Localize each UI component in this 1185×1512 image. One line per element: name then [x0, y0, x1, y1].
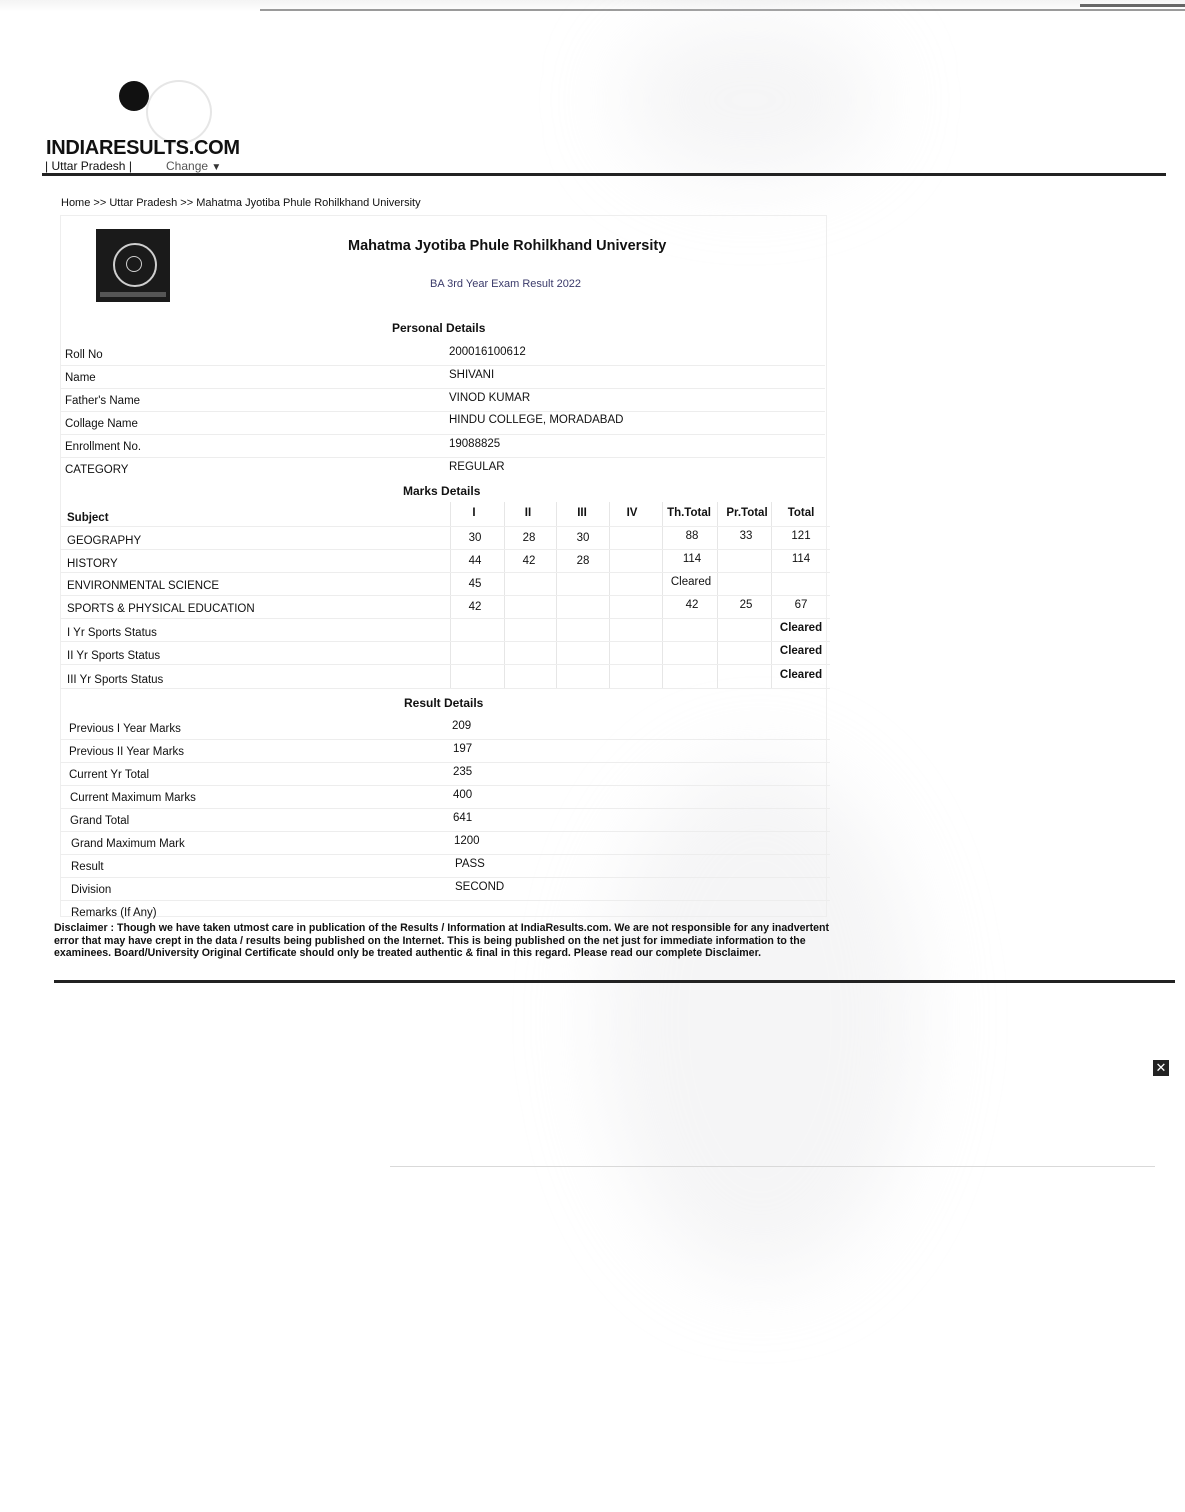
marks-cell: Cleared	[670, 576, 712, 588]
breadcrumb	[61, 197, 421, 209]
college-name-label: Collage Name	[65, 418, 138, 430]
header-divider	[42, 173, 1166, 176]
result-label: Previous II Year Marks	[69, 746, 185, 758]
subject-name: GEOGRAPHY	[67, 535, 142, 547]
subject-name: I Yr Sports Status	[67, 627, 157, 639]
breadcrumb-current: Mahatma Jyotiba Phule Rohilkhand University	[196, 197, 421, 209]
result-label: Current Yr Total	[69, 769, 150, 781]
result-label: Result	[71, 861, 104, 873]
close-icon[interactable]: ✕	[1153, 1060, 1169, 1076]
result-value: SECOND	[455, 881, 505, 893]
breadcrumb-separator: >>	[180, 197, 194, 209]
name-value: SHIVANI	[449, 369, 495, 381]
marks-cell: 67	[794, 599, 808, 611]
marks-cell: 114	[791, 553, 811, 565]
site-logo-icon	[119, 81, 149, 111]
marks-cell: 121	[791, 530, 811, 542]
result-label: Grand Total	[70, 815, 130, 827]
marks-cell: 44	[468, 555, 482, 567]
result-value: PASS	[455, 858, 485, 870]
marks-cell: 42	[522, 555, 536, 567]
result-label: Current Maximum Marks	[70, 792, 196, 804]
column-header: III	[577, 507, 587, 519]
result-value: 197	[453, 743, 473, 755]
column-header: IV	[626, 507, 638, 519]
marks-cell: Cleared	[779, 622, 823, 634]
result-value: 209	[452, 720, 472, 732]
marks-cell: Cleared	[779, 669, 823, 681]
footer-divider	[54, 980, 1175, 983]
result-label: Division	[71, 884, 112, 896]
site-logo-ring	[146, 80, 212, 144]
scan-edge-line	[1080, 4, 1185, 7]
university-name: Mahatma Jyotiba Phule Rohilkhand University	[348, 238, 667, 254]
roll-no-value: 200016100612	[449, 346, 526, 358]
result-value: 235	[453, 766, 473, 778]
marks-cell: 42	[685, 599, 699, 611]
marks-cell: 45	[468, 578, 482, 590]
marks-cell: 30	[468, 532, 482, 544]
category-value: REGULAR	[449, 461, 505, 473]
column-header: Th.Total	[667, 507, 711, 519]
marks-cell: 42	[468, 601, 482, 613]
father-name-label: Father's Name	[65, 395, 141, 407]
marks-details-heading: Marks Details	[403, 484, 481, 498]
region-label: | Uttar Pradesh |	[45, 159, 132, 173]
result-label: Previous I Year Marks	[69, 723, 181, 735]
column-header: II	[524, 507, 532, 519]
column-header: Pr.Total	[726, 507, 768, 519]
marks-cell: 28	[522, 532, 536, 544]
result-details-heading: Result Details	[404, 696, 484, 710]
result-value: 641	[453, 812, 473, 824]
roll-no-label: Roll No	[65, 349, 103, 361]
column-header: Subject	[67, 512, 109, 524]
result-label: Grand Maximum Mark	[71, 838, 185, 850]
subject-name: SPORTS & PHYSICAL EDUCATION	[67, 603, 255, 615]
scan-smudge	[620, 20, 880, 180]
disclaimer-text: Disclaimer : Though we have taken utmost care in publication of the Results / Information at IndiaResults.com. We are not responsible for any inadvertent error that may have crept in the data / results being published on the Internet. This is being published on the net just for immediate information to the examinees. Board/University Original Certificate should only be treated authentic & final in this regard. Please read our complete Disclaimer.	[54, 922, 830, 960]
result-label: Remarks (If Any)	[71, 907, 157, 919]
name-label: Name	[65, 372, 96, 384]
result-value: 400	[453, 789, 473, 801]
category-label: CATEGORY	[65, 464, 129, 476]
marks-cell: 30	[576, 532, 590, 544]
site-logo[interactable]: INDIARESULTS.COM	[46, 137, 240, 159]
breadcrumb-state-link[interactable]: Uttar Pradesh	[109, 197, 178, 209]
result-value: 1200	[454, 835, 480, 847]
breadcrumb-separator: >>	[93, 197, 107, 209]
column-header: I	[472, 507, 476, 519]
university-emblem-icon	[96, 229, 170, 302]
enrollment-label: Enrollment No.	[65, 441, 142, 453]
subject-name: HISTORY	[67, 558, 118, 570]
exam-title: BA 3rd Year Exam Result 2022	[430, 278, 582, 290]
college-name-value: HINDU COLLEGE, MORADABAD	[449, 414, 624, 426]
change-region-button[interactable]	[166, 159, 221, 173]
scan-edge-line	[260, 9, 1185, 11]
change-label: Change	[166, 159, 209, 173]
father-name-value: VINOD KUMAR	[449, 392, 531, 404]
marks-cell: 25	[739, 599, 753, 611]
enrollment-value: 19088825	[449, 438, 501, 450]
marks-cell: 28	[576, 555, 590, 567]
subject-name: II Yr Sports Status	[67, 650, 161, 662]
column-header: Total	[787, 507, 815, 519]
personal-details-heading: Personal Details	[392, 321, 486, 335]
marks-cell: 33	[739, 530, 753, 542]
subject-name: ENVIRONMENTAL SCIENCE	[67, 580, 220, 592]
breadcrumb-home-link[interactable]: Home	[61, 197, 91, 209]
subject-name: III Yr Sports Status	[67, 674, 164, 686]
chevron-down-icon: ▼	[211, 162, 222, 173]
marks-cell: Cleared	[779, 645, 823, 657]
divider	[390, 1166, 1155, 1167]
marks-cell: 114	[682, 553, 702, 565]
marks-cell: 88	[685, 530, 699, 542]
